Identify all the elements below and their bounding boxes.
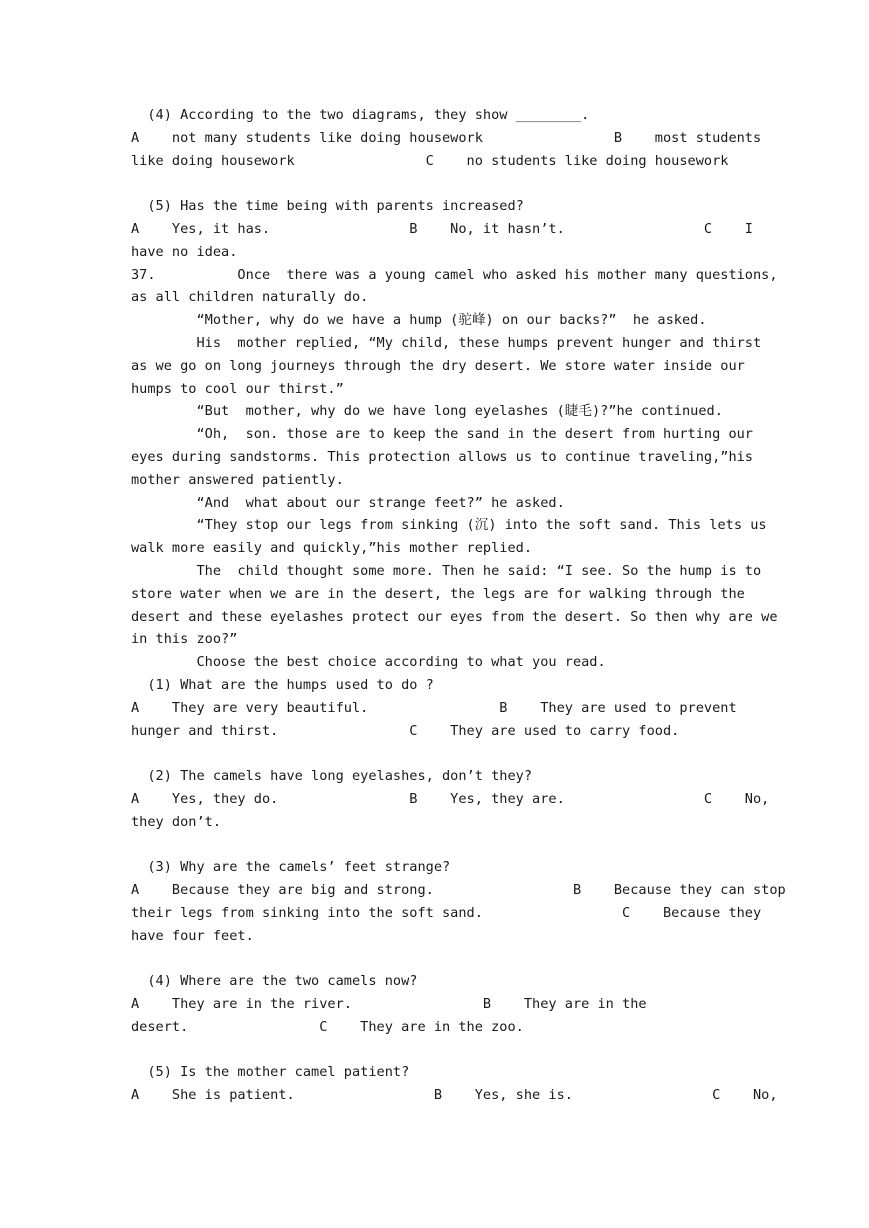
text-line: A Yes, they do. B Yes, they are. C No, [131,790,770,807]
blank-line [131,947,741,970]
text-line: their legs from sinking into the soft sand. C Because they [131,904,762,921]
text-line: (3) Why are the camels’ feet strange? [131,859,451,876]
text-line: “Oh, son. those are to keep the sand in the desert from hurting our [131,426,753,443]
text-line: “But mother, why do we have long eyelashes (睫毛)?”he continued. [131,403,723,420]
text-line: A She is patient. B Yes, she is. C No, [131,1087,778,1104]
blank-line [131,742,741,765]
text-line: (2) The camels have long eyelashes, don’t they? [131,768,533,785]
blank-line [131,834,741,857]
document-page [131,104,786,1107]
text-line: like doing housework C no students like doing housework [131,152,729,169]
text-line: store water when we are in the desert, the legs are for walking through the [131,585,745,602]
text-line: “They stop our legs from sinking (沉) into the soft sand. This lets us [131,517,767,534]
text-line: A They are in the river. B They are in the [131,996,647,1013]
text-line: have four feet. [131,927,254,944]
text-line: A Yes, it has. B No, it hasn’t. C I [131,220,753,237]
text-line: (5) Is the mother camel patient? [131,1064,410,1081]
text-line: (4) Where are the two camels now? [131,973,418,990]
text-line: “And what about our strange feet?” he asked. [131,494,565,511]
text-line: desert. C They are in the zoo. [131,1018,524,1035]
text-line: A They are very beautiful. B They are used to prevent [131,699,737,716]
text-line: mother answered patiently. [131,471,344,488]
blank-line [131,1039,741,1062]
text-line: hunger and thirst. C They are used to carry food. [131,722,680,739]
text-line: 37. Once there was a young camel who asked his mother many questions, [131,266,778,283]
text-line: His mother replied, “My child, these humps prevent hunger and thirst [131,334,762,351]
text-line: (4) According to the two diagrams, they show ________. [131,107,590,123]
text-line: “Mother, why do we have a hump (驼峰) on our backs?” he asked. [131,312,707,329]
text-line: walk more easily and quickly,”his mother replied. [131,540,533,557]
text-line: as we go on long journeys through the dry desert. We store water inside our [131,357,745,374]
text-line: (1) What are the humps used to do ? [131,676,434,693]
text-line: A Because they are big and strong. B Because they can stop [131,882,786,899]
blank-line [131,172,741,195]
text-line: humps to cool our thirst.” [131,380,344,397]
text-line: Choose the best choice according to what you read. [131,654,606,671]
text-line: as all children naturally do. [131,289,369,306]
text-line: The child thought some more. Then he said: “I see. So the hump is to [131,562,762,579]
text-line: they don’t. [131,813,222,830]
text-line: (5) Has the time being with parents increased? [131,198,524,215]
text-line: A not many students like doing housework B most students [131,129,762,146]
text-line: desert and these eyelashes protect our eyes from the desert. So then why are we [131,608,778,625]
text-line: eyes during sandstorms. This protection allows us to continue traveling,”his [131,448,753,465]
text-line: in this zoo?” [131,631,238,648]
text-line: have no idea. [131,243,238,260]
